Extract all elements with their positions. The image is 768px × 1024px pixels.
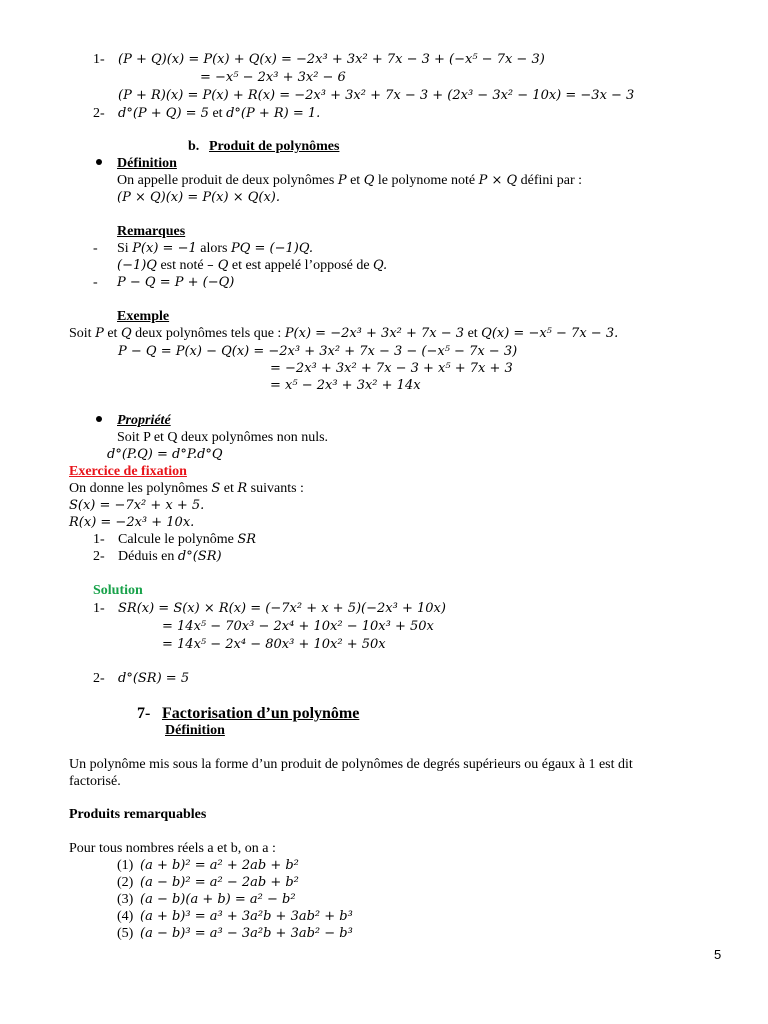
bullet-icon <box>96 159 102 165</box>
factorisation-text-line-1: Un polynôme mis sous la forme d’un produit de polynômes de degrés supérieurs ou égaux à 1 est dit <box>69 757 633 772</box>
example-line-2: = −2x³ + 3x² + 7x − 3 + x⁵ + 7x + 3 <box>270 361 513 376</box>
identity-formula: (a − b)(a + b) = a² − b² <box>140 892 296 907</box>
remark-1-opposite: (−1)Q est noté – Q et est appelé l’opposé de Q. <box>117 258 388 273</box>
exercise-intro: On donne les polynômes S et R suivants : <box>69 481 304 496</box>
question-2: Déduis en d°(SR) <box>118 549 222 564</box>
identity-formula: (a + b)³ = a³ + 3a²b + 3ab² + b³ <box>140 909 353 924</box>
identity-formula: (a − b)² = a² − 2ab + b² <box>140 875 299 890</box>
example-line-1: P − Q = P(x) − Q(x) = −2x³ + 3x² + 7x − 3 − (−x⁵ − 7x − 3) <box>118 344 518 359</box>
identity-number: (2) <box>117 875 134 890</box>
remarks-label: Remarques <box>117 224 186 239</box>
section-number: 7- <box>137 705 151 722</box>
section-letter: b. <box>188 139 200 154</box>
identity-number: (4) <box>117 909 134 924</box>
solution-line-2: = 14x⁵ − 70x³ − 2x⁴ + 10x² − 10x³ + 50x <box>162 619 434 634</box>
property-formula: d°(P.Q) = d°P.d°Q <box>107 447 223 462</box>
polynomial-s: S(x) = −7x² + x + 5. <box>69 498 205 513</box>
example-line-3: = x⁵ − 2x³ + 3x² + 14x <box>270 378 421 393</box>
question-1: Calcule le polynôme SR <box>118 532 257 547</box>
polynomial-r: R(x) = −2x³ + 10x. <box>69 515 195 530</box>
definition-text: On appelle produit de deux polynômes P et Q le polynome noté P × Q défini par : <box>117 173 583 188</box>
list-number: 2- <box>93 671 105 686</box>
property-label: Propriété <box>117 413 171 428</box>
list-number: 2- <box>93 106 105 121</box>
sum-pr-line: (P + R)(x) = P(x) + R(x) = −2x³ + 3x² + 7x − 3 + (2x³ − 3x² − 10x) = −3x − 3 <box>118 88 635 103</box>
list-dash: - <box>93 241 98 256</box>
definition-formula: (P × Q)(x) = P(x) × Q(x). <box>117 190 280 205</box>
section-heading-product: Produit de polynômes <box>209 139 340 154</box>
property-text: Soit P et Q deux polynômes non nuls. <box>117 430 329 445</box>
solution-title: Solution <box>93 583 143 598</box>
factorisation-definition-label: Définition <box>165 723 225 738</box>
solution-line-1: SR(x) = S(x) × R(x) = (−7x² + x + 5)(−2x³ + 10x) <box>118 601 446 616</box>
identities-title: Produits remarquables <box>69 807 207 822</box>
list-number: 1- <box>93 532 105 547</box>
list-number: 2- <box>93 549 105 564</box>
solution-degree: d°(SR) = 5 <box>118 671 190 686</box>
identity-formula: (a − b)³ = a³ − 3a²b + 3ab² − b³ <box>140 926 353 941</box>
identity-number: (1) <box>117 858 134 873</box>
identity-number: (5) <box>117 926 134 941</box>
degree-sum-statement: d°(P + Q) = 5 et d°(P + R) = 1. <box>118 106 321 121</box>
solution-line-3: = 14x⁵ − 2x⁴ − 80x³ + 10x² + 50x <box>162 637 386 652</box>
list-number: 1- <box>93 52 105 67</box>
list-dash: - <box>93 275 98 290</box>
factorisation-text-line-2: factorisé. <box>69 774 121 789</box>
bullet-icon <box>96 416 102 422</box>
identity-number: (3) <box>117 892 134 907</box>
sum-pq-line-1: (P + Q)(x) = P(x) + Q(x) = −2x³ + 3x² + 7x − 3 + (−x⁵ − 7x − 3) <box>118 52 545 67</box>
list-number: 1- <box>93 601 105 616</box>
identity-formula: (a + b)² = a² + 2ab + b² <box>140 858 299 873</box>
remark-2: P − Q = P + (−Q) <box>117 275 235 290</box>
identities-intro: Pour tous nombres réels a et b, on a : <box>69 841 276 856</box>
definition-label: Définition <box>117 156 177 171</box>
example-label: Exemple <box>117 309 170 324</box>
exercise-title: Exercice de fixation <box>69 464 187 479</box>
remark-1: Si P(x) = −1 alors PQ = (−1)Q. <box>117 241 313 256</box>
section-heading-factorisation: Factorisation d’un polynôme <box>162 705 360 722</box>
sum-pq-line-2: = −x⁵ − 2x³ + 3x² − 6 <box>200 70 346 85</box>
page-number: 5 <box>714 947 722 962</box>
example-intro: Soit P et Q deux polynômes tels que : P(x) = −2x³ + 3x² + 7x − 3 et Q(x) = −x⁵ − 7x − 3. <box>69 326 619 341</box>
